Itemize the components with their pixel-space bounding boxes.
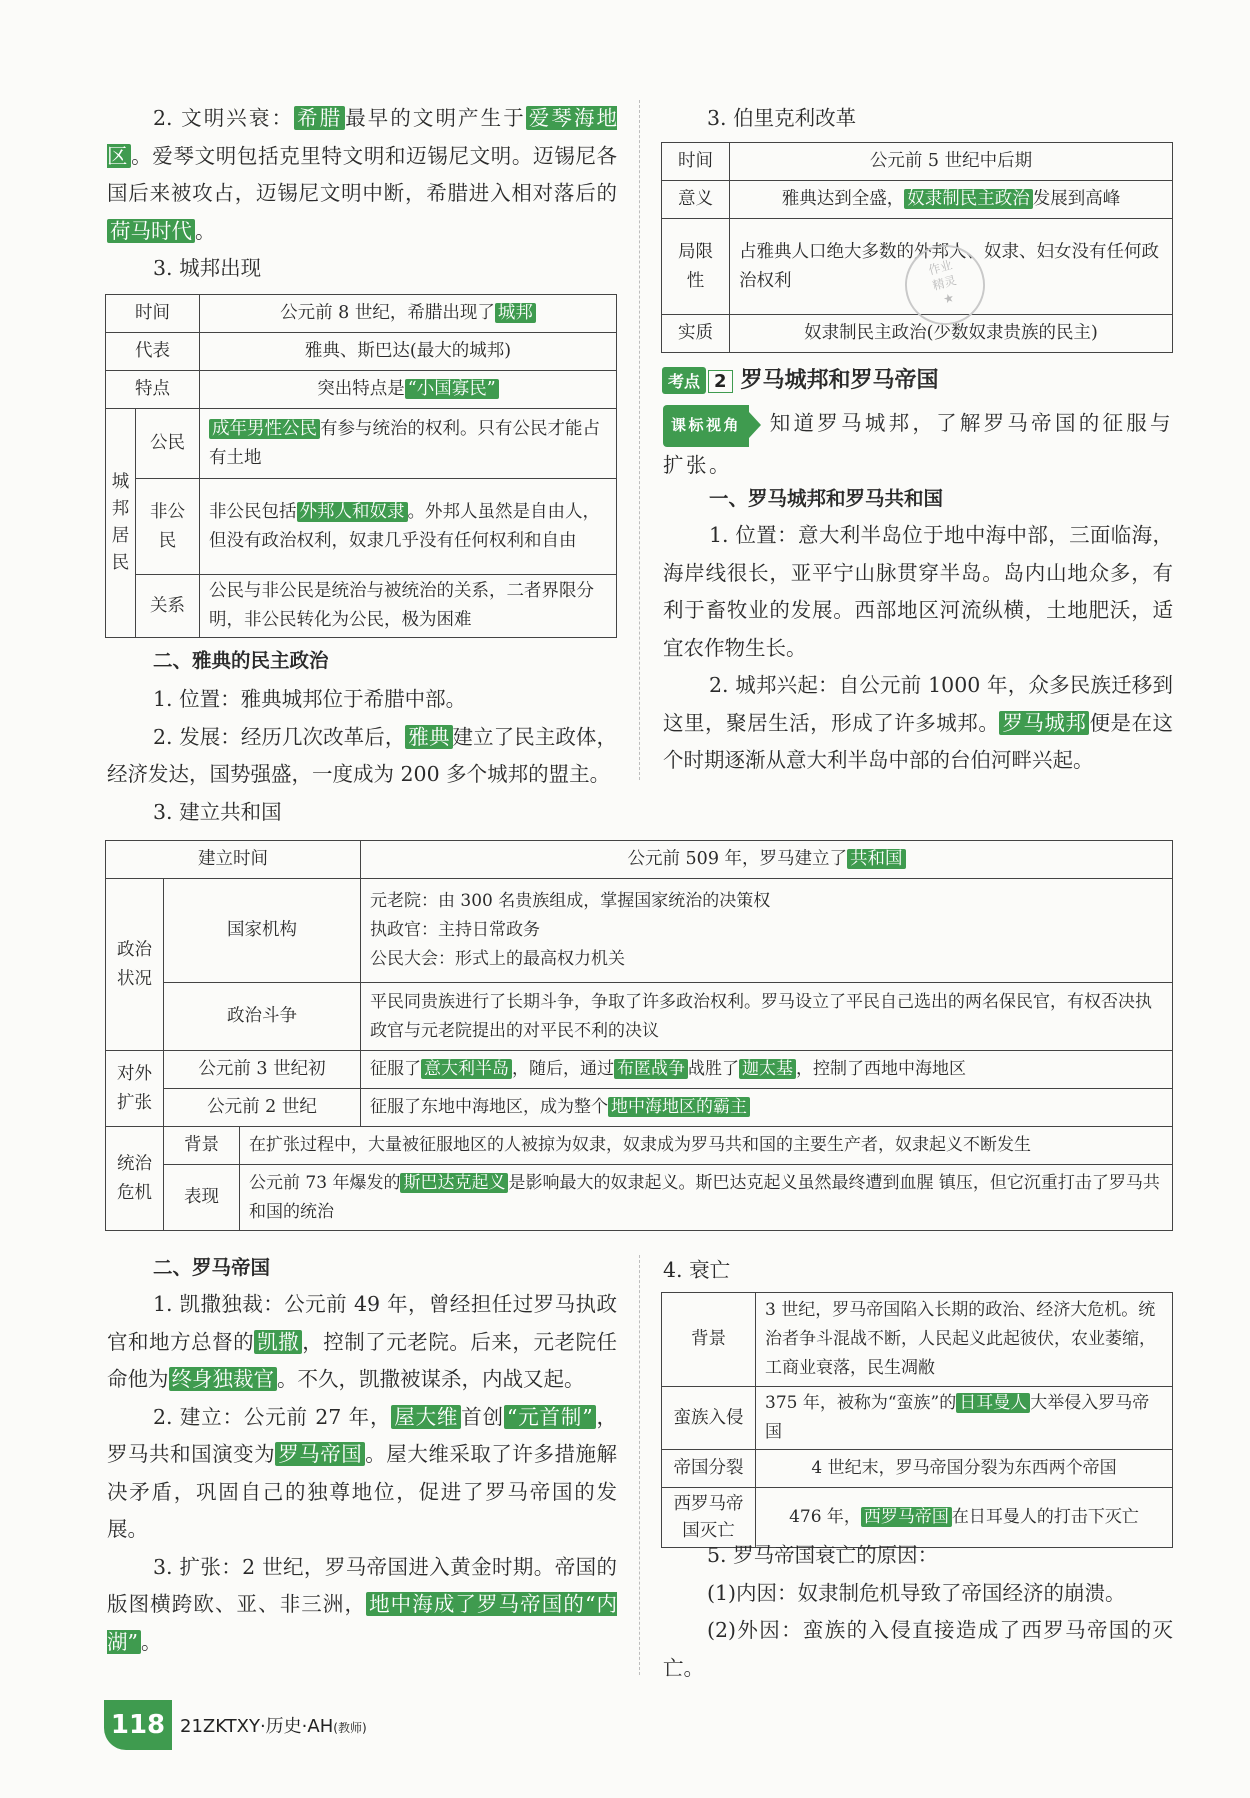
rome-city-section: 一、罗马城邦和罗马共和国 1. 位置：意大利半岛位于地中海中部，三面临海，海岸线很长，亚平宁山脉贯穿半岛。岛内山地众多，有利于畜牧业的发展。西部地区河流纵横，土地肥沃，适宜农作物生长。 2. 城邦兴起：自公元前 1000 年，众多民族迁移到这里，聚居生活，形成了许多城邦。 罗马城邦 便是在这个时期逐渐从意大利半岛中部的台伯河畔兴起。 xyxy=(663,483,1173,780)
pericles-heading: 3. 伯里克利改革 xyxy=(707,106,857,130)
curriculum-view: 课标视角 知道罗马城邦，了解罗马帝国的征服与扩张。 xyxy=(663,405,1173,484)
decline-heading: 4. 衰亡 xyxy=(663,1258,731,1282)
rome-city-heading: 一、罗马城邦和罗马共和国 xyxy=(709,487,944,510)
kaodian-title: 罗马城邦和罗马帝国 xyxy=(740,368,939,393)
kaodian-header xyxy=(662,363,1182,394)
watermark-stamp: 作业 精灵 ★ xyxy=(896,236,994,334)
civilization-paragraph: 2. 文明兴衰： 希腊 最早的文明产生于 爱琴海地区 。爱琴文明包括克里特文明和迈锡尼文明。迈锡尼各国后来被攻占，迈锡尼文明中断，希腊进入相对落后的荷马时代 。 xyxy=(107,106,618,243)
page-number: 118 xyxy=(104,1700,172,1750)
empire-heading: 二、罗马帝国 xyxy=(153,1256,271,1279)
arrow-icon xyxy=(749,412,761,438)
decline-table: 背景 3 世纪，罗马帝国陷入长期的政治、经济大危机。统治者争斗混战不断，人民起义此起彼伏，农业萎缩，工商业衰落，民生凋敝 蛮族入侵 375 年，被称为“蛮族”的 日耳曼人 大举侵入罗马帝国 帝国分裂 4 世纪末，罗马帝国分裂为东西两个帝国 西罗马帝国灭亡 476 年， 西罗马帝国 在日耳曼人的打击下灭亡 xyxy=(661,1292,1173,1548)
city-state-heading: 3. 城邦出现 xyxy=(153,256,262,280)
athens-heading: 二、雅典的民主政治 xyxy=(153,649,329,672)
pericles-table: 时间 公元前 5 世纪中后期 意义 雅典达到全盛， 奴隶制民主政治 发展到高峰 局限性 占雅典人口绝大多数的外邦人、奴隶、妇女没有任何政治权利 实质 奴隶制民主政治(少数奴隶贵族的民主) xyxy=(661,142,1173,353)
republic-table: 建立时间 公元前 509 年，罗马建立了 共和国 政治状况 国家机构 元老院：由 300 名贵族组成，掌握国家统治的决策权 执政官：主持日常政务 公民大会：形式上的最高权力机关 政治斗争 平民同贵族进行了长期斗争，争取了许多政治权利。罗马设立了平民自己选出的两名保民官，有权否决执政官与元老院提出的对平民不利的决议 对外扩张 公元前 3 世纪初 征服了 意大利半岛 ，随后，通过 布匿战争 战胜了 迦太基 ，控制了西地中海地区 公元前 2 世纪 征服了东地中海地区，成为整个 地中海地区的霸主 统治危机 背景 在扩张过程中，大量被征服地区的人被掠为奴隶，奴隶成为罗马共和国的主要生产者，奴隶起义不断发生 表现 公元前 73 年爆发的 斯巴达克起义 是影响最大的奴隶起义。斯巴达克起义虽然最终遭到血腥 镇压，但它沉重打击了罗马共和国的统治 xyxy=(105,840,1173,1231)
empire-section: 二、罗马帝国 1. 凯撒独裁：公元前 49 年，曾经担任过罗马执政官和地方总督的 凯撒 ，控制了元老院。后来，元老院任命他为 终身独裁官 。不久，凯撒被谋杀，内战又起。 2. 建立：公元前 27 年， 屋大维 首创 “元首制” ，罗马共和国演变为 罗马帝国 。屋大维采取了许多措施解决矛盾，巩固自己的独尊地位，促进了罗马帝国的发展。 3. 扩张：2 世纪，罗马帝国进入黄金时期。帝国的版图横跨欧、亚、非三洲， 地中海成了罗马帝国的“内湖” 。 xyxy=(107,1252,617,1661)
pericles-section xyxy=(663,100,1173,138)
footer-code: 21ZKTXY·历史·AH(教师) xyxy=(180,1716,367,1737)
cell-label: 时间 xyxy=(106,295,200,333)
column-divider xyxy=(639,100,640,780)
athens-section: 二、雅典的民主政治 1. 位置：雅典城邦位于希腊中部。 2. 发展：经历几次改革后， 雅典 建立了民主政体，经济发达，国势强盛，一度成为 200 多个城邦的盟主。 3. 建立共和国 xyxy=(107,645,617,831)
column-divider xyxy=(639,1255,640,1675)
civilization-section xyxy=(107,100,617,288)
decline-heading-wrap xyxy=(663,1252,1173,1290)
curriculum-tag: 课标视角 xyxy=(663,405,749,447)
kaodian-tag: 考点 xyxy=(662,367,706,394)
kaodian-number: 2 xyxy=(708,370,733,393)
city-state-table: 时间 公元前 8 世纪，希腊出现了 城邦 代表 雅典、斯巴达(最大的城邦) 特点 突出特点是 “小国寡民” 城邦居民 公民 成年男性公民 有参与统治的权利。只有公民才能占有土地 非公民 非公民包括 外邦人和奴隶 。外邦人虽然是自由人，但没有政治权利，奴隶几乎没有任何权利和自由 关系 公民与非公民是统治与被统治的关系，二者界限分明，非公民转化为公民，极为困难 xyxy=(105,294,617,638)
decline-reasons: 5. 罗马帝国衰亡的原因： (1)内因：奴隶制危机导致了帝国经济的崩溃。 (2)外因：蛮族的入侵直接造成了西罗马帝国的灭亡。 xyxy=(663,1543,1173,1680)
